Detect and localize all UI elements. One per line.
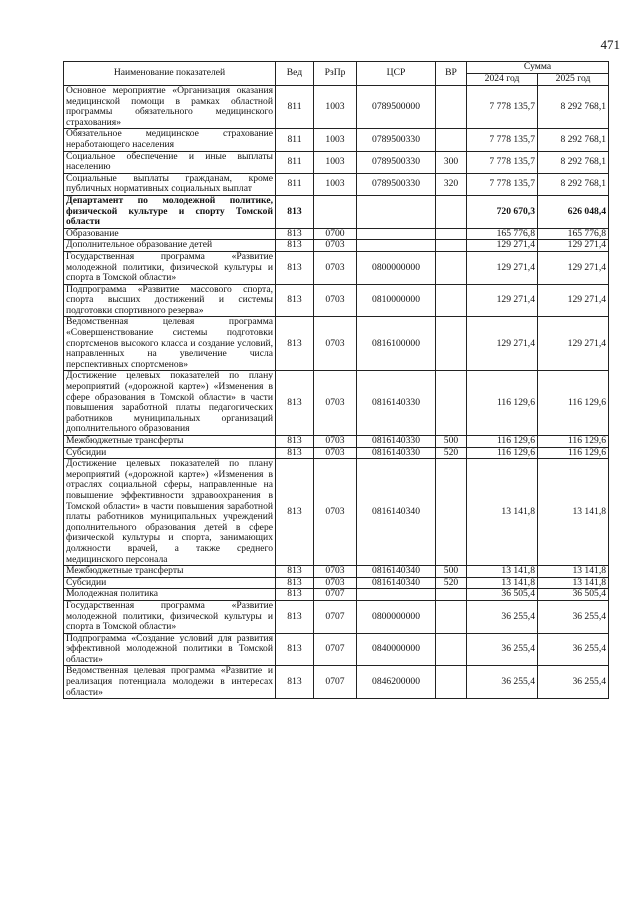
- row-ved-cell: 811: [276, 151, 314, 173]
- row-sum-2025-cell: 36 255,4: [538, 600, 609, 633]
- header-sum: Сумма: [467, 62, 609, 74]
- row-name-cell: Подпрограмма «Создание условий для развития эффективной молодежной политики в Томской области»: [64, 633, 276, 666]
- row-sum-2025-cell: 116 129,6: [538, 371, 609, 436]
- row-rzpr-cell: 0703: [314, 577, 357, 589]
- row-name-cell: Достижение целевых показателей по плану мероприятий («дорожной карте») «Изменения в сфере образования в Томской области» в части повышения заработной платы педагогических работников муниципальных организаций дополнительного образования: [64, 371, 276, 436]
- table-row: [64, 251, 609, 284]
- row-ved-cell: 813: [276, 436, 314, 448]
- row-sum-2025-cell: 626 048,4: [538, 195, 609, 228]
- row-sum-2025-cell: 8 292 768,1: [538, 173, 609, 195]
- row-name-cell: Социальное обеспечение и иные выплаты населению: [64, 151, 276, 173]
- row-vr-cell: [436, 284, 467, 317]
- row-sum-2025-cell: 36 255,4: [538, 633, 609, 666]
- row-sum-2025-cell: 129 271,4: [538, 317, 609, 371]
- row-csr-cell: 0846200000: [357, 666, 436, 699]
- table-body: [64, 86, 609, 699]
- row-vr-cell: [436, 86, 467, 129]
- row-vr-cell: [436, 633, 467, 666]
- row-name-cell: Межбюджетные трансферты: [64, 566, 276, 578]
- row-rzpr-cell: 1003: [314, 151, 357, 173]
- row-sum-2024-cell: 7 778 135,7: [467, 129, 538, 151]
- row-csr-cell: 0789500330: [357, 151, 436, 173]
- row-name-cell: Субсидии: [64, 577, 276, 589]
- table-row: [64, 173, 609, 195]
- row-sum-2024-cell: 13 141,8: [467, 566, 538, 578]
- row-vr-cell: [436, 228, 467, 240]
- row-sum-2025-cell: 129 271,4: [538, 240, 609, 252]
- row-csr-cell: [357, 195, 436, 228]
- row-sum-2024-cell: 129 271,4: [467, 317, 538, 371]
- row-name-cell: Обязательное медицинское страхование неработающего населения: [64, 129, 276, 151]
- row-vr-cell: 300: [436, 151, 467, 173]
- row-ved-cell: 813: [276, 371, 314, 436]
- row-name-cell: Субсидии: [64, 447, 276, 459]
- row-vr-cell: [436, 317, 467, 371]
- row-rzpr-cell: 1003: [314, 129, 357, 151]
- table-row: [64, 317, 609, 371]
- row-vr-cell: [436, 371, 467, 436]
- row-vr-cell: 520: [436, 577, 467, 589]
- row-ved-cell: 813: [276, 566, 314, 578]
- row-csr-cell: [357, 589, 436, 601]
- table-row: [64, 195, 609, 228]
- row-sum-2025-cell: 129 271,4: [538, 251, 609, 284]
- row-rzpr-cell: 0703: [314, 284, 357, 317]
- row-sum-2024-cell: 36 255,4: [467, 600, 538, 633]
- row-sum-2025-cell: 13 141,8: [538, 566, 609, 578]
- table-row: [64, 151, 609, 173]
- row-name-cell: Молодежная политика: [64, 589, 276, 601]
- table-row: [64, 129, 609, 151]
- row-sum-2024-cell: 7 778 135,7: [467, 151, 538, 173]
- row-csr-cell: 0816140340: [357, 577, 436, 589]
- row-rzpr-cell: 0703: [314, 317, 357, 371]
- row-ved-cell: 813: [276, 317, 314, 371]
- row-ved-cell: 813: [276, 600, 314, 633]
- row-ved-cell: 813: [276, 251, 314, 284]
- row-sum-2025-cell: 8 292 768,1: [538, 86, 609, 129]
- row-name-cell: Ведомственная целевая программа «Развитие и реализация потенциала молодежи в интересах области»: [64, 666, 276, 699]
- row-csr-cell: 0789500330: [357, 129, 436, 151]
- row-rzpr-cell: 0703: [314, 566, 357, 578]
- table-row: [64, 459, 609, 566]
- row-csr-cell: 0816140340: [357, 459, 436, 566]
- header-year-2024: 2024 год: [467, 74, 538, 86]
- row-name-cell: Образование: [64, 228, 276, 240]
- row-sum-2024-cell: 13 141,8: [467, 577, 538, 589]
- row-name-cell: Подпрограмма «Развитие массового спорта, спорта высших достижений и системы подготовки спортивного резерва»: [64, 284, 276, 317]
- row-rzpr-cell: 0703: [314, 436, 357, 448]
- row-vr-cell: [436, 459, 467, 566]
- row-csr-cell: [357, 240, 436, 252]
- header-year-2025: 2025 год: [538, 74, 609, 86]
- row-sum-2025-cell: 13 141,8: [538, 459, 609, 566]
- row-rzpr-cell: 0707: [314, 666, 357, 699]
- row-ved-cell: 813: [276, 195, 314, 228]
- row-ved-cell: 813: [276, 284, 314, 317]
- row-vr-cell: 500: [436, 436, 467, 448]
- row-sum-2024-cell: 7 778 135,7: [467, 86, 538, 129]
- row-name-cell: Департамент по молодежной политике, физической культуре и спорту Томской области: [64, 195, 276, 228]
- row-rzpr-cell: 0703: [314, 251, 357, 284]
- row-sum-2024-cell: 116 129,6: [467, 447, 538, 459]
- row-rzpr-cell: [314, 195, 357, 228]
- row-name-cell: Государственная программа «Развитие молодежной политики, физической культуры и спорта в Томской области»: [64, 251, 276, 284]
- row-csr-cell: 0840000000: [357, 633, 436, 666]
- header-rzpr: РзПр: [314, 62, 357, 86]
- row-csr-cell: 0816100000: [357, 317, 436, 371]
- table-row: [64, 577, 609, 589]
- row-name-cell: Основное мероприятие «Организация оказания медицинской помощи в рамках областной программы обязательного медицинского страхования»: [64, 86, 276, 129]
- header-vr: ВР: [436, 62, 467, 86]
- row-rzpr-cell: 1003: [314, 86, 357, 129]
- row-sum-2024-cell: 129 271,4: [467, 284, 538, 317]
- table-row: [64, 86, 609, 129]
- row-ved-cell: 813: [276, 577, 314, 589]
- table-row: [64, 228, 609, 240]
- row-name-cell: Государственная программа «Развитие молодежной политики, физической культуры и спорта в Томской области»: [64, 600, 276, 633]
- row-sum-2024-cell: 36 255,4: [467, 633, 538, 666]
- row-vr-cell: [436, 251, 467, 284]
- table-row: [64, 240, 609, 252]
- row-vr-cell: [436, 589, 467, 601]
- row-vr-cell: [436, 666, 467, 699]
- row-sum-2025-cell: 36 255,4: [538, 666, 609, 699]
- row-rzpr-cell: 1003: [314, 173, 357, 195]
- row-vr-cell: 320: [436, 173, 467, 195]
- row-name-cell: Социальные выплаты гражданам, кроме публичных нормативных социальных выплат: [64, 173, 276, 195]
- row-sum-2024-cell: 7 778 135,7: [467, 173, 538, 195]
- row-sum-2025-cell: 8 292 768,1: [538, 129, 609, 151]
- budget-table: [63, 61, 609, 699]
- row-name-cell: Дополнительное образование детей: [64, 240, 276, 252]
- row-sum-2024-cell: 13 141,8: [467, 459, 538, 566]
- row-ved-cell: 813: [276, 633, 314, 666]
- row-rzpr-cell: 0703: [314, 447, 357, 459]
- row-csr-cell: 0816140340: [357, 566, 436, 578]
- row-sum-2024-cell: 720 670,3: [467, 195, 538, 228]
- row-rzpr-cell: 0700: [314, 228, 357, 240]
- row-ved-cell: 813: [276, 447, 314, 459]
- header-ved: Вед: [276, 62, 314, 86]
- row-ved-cell: 813: [276, 589, 314, 601]
- row-sum-2025-cell: 8 292 768,1: [538, 151, 609, 173]
- table-row: [64, 666, 609, 699]
- row-vr-cell: [436, 129, 467, 151]
- row-sum-2025-cell: 13 141,8: [538, 577, 609, 589]
- row-csr-cell: 0800000000: [357, 600, 436, 633]
- row-sum-2025-cell: 116 129,6: [538, 436, 609, 448]
- row-ved-cell: 813: [276, 666, 314, 699]
- page-number: 471: [600, 37, 620, 52]
- row-csr-cell: 0789500000: [357, 86, 436, 129]
- row-csr-cell: 0816140330: [357, 371, 436, 436]
- row-sum-2025-cell: 36 505,4: [538, 589, 609, 601]
- row-rzpr-cell: 0707: [314, 633, 357, 666]
- header-name: Наименование показателей: [64, 62, 276, 86]
- row-sum-2024-cell: 129 271,4: [467, 251, 538, 284]
- table-row: [64, 633, 609, 666]
- table-row: [64, 447, 609, 459]
- row-rzpr-cell: 0703: [314, 371, 357, 436]
- row-sum-2024-cell: 116 129,6: [467, 436, 538, 448]
- table-row: [64, 371, 609, 436]
- table-row: [64, 589, 609, 601]
- row-vr-cell: 500: [436, 566, 467, 578]
- row-sum-2025-cell: 129 271,4: [538, 284, 609, 317]
- row-name-cell: Достижение целевых показателей по плану мероприятий («дорожной карте») «Изменения в отраслях социальной сферы, направленные на повышение эффективности здравоохранения в Томской области» в части повышения заработной платы работников муниципальных учреждений дополнительного образования детей в сфере физической культуры и спорта, занимающих должности врачей, а также среднего медицинского персонала: [64, 459, 276, 566]
- table-row: [64, 436, 609, 448]
- row-ved-cell: 813: [276, 459, 314, 566]
- row-csr-cell: 0789500330: [357, 173, 436, 195]
- row-csr-cell: 0810000000: [357, 284, 436, 317]
- table-row: [64, 284, 609, 317]
- row-vr-cell: [436, 195, 467, 228]
- row-sum-2024-cell: 36 505,4: [467, 589, 538, 601]
- row-sum-2025-cell: 165 776,8: [538, 228, 609, 240]
- row-sum-2024-cell: 129 271,4: [467, 240, 538, 252]
- row-ved-cell: 813: [276, 240, 314, 252]
- row-csr-cell: 0816140330: [357, 436, 436, 448]
- row-name-cell: Ведомственная целевая программа «Совершенствование системы подготовки спортсменов высокого класса и создание условий, направленных на увеличение числа перспективных спортсменов»: [64, 317, 276, 371]
- row-sum-2024-cell: 116 129,6: [467, 371, 538, 436]
- row-csr-cell: 0800000000: [357, 251, 436, 284]
- row-rzpr-cell: 0703: [314, 459, 357, 566]
- row-vr-cell: [436, 600, 467, 633]
- row-csr-cell: 0816140330: [357, 447, 436, 459]
- row-ved-cell: 811: [276, 129, 314, 151]
- row-ved-cell: 811: [276, 86, 314, 129]
- row-sum-2024-cell: 36 255,4: [467, 666, 538, 699]
- row-rzpr-cell: 0707: [314, 589, 357, 601]
- row-vr-cell: 520: [436, 447, 467, 459]
- row-rzpr-cell: 0703: [314, 240, 357, 252]
- table-row: [64, 600, 609, 633]
- header-csr: ЦСР: [357, 62, 436, 86]
- row-name-cell: Межбюджетные трансферты: [64, 436, 276, 448]
- row-sum-2024-cell: 165 776,8: [467, 228, 538, 240]
- row-csr-cell: [357, 228, 436, 240]
- row-vr-cell: [436, 240, 467, 252]
- row-ved-cell: 813: [276, 228, 314, 240]
- row-sum-2025-cell: 116 129,6: [538, 447, 609, 459]
- row-ved-cell: 811: [276, 173, 314, 195]
- row-rzpr-cell: 0707: [314, 600, 357, 633]
- table-row: [64, 566, 609, 578]
